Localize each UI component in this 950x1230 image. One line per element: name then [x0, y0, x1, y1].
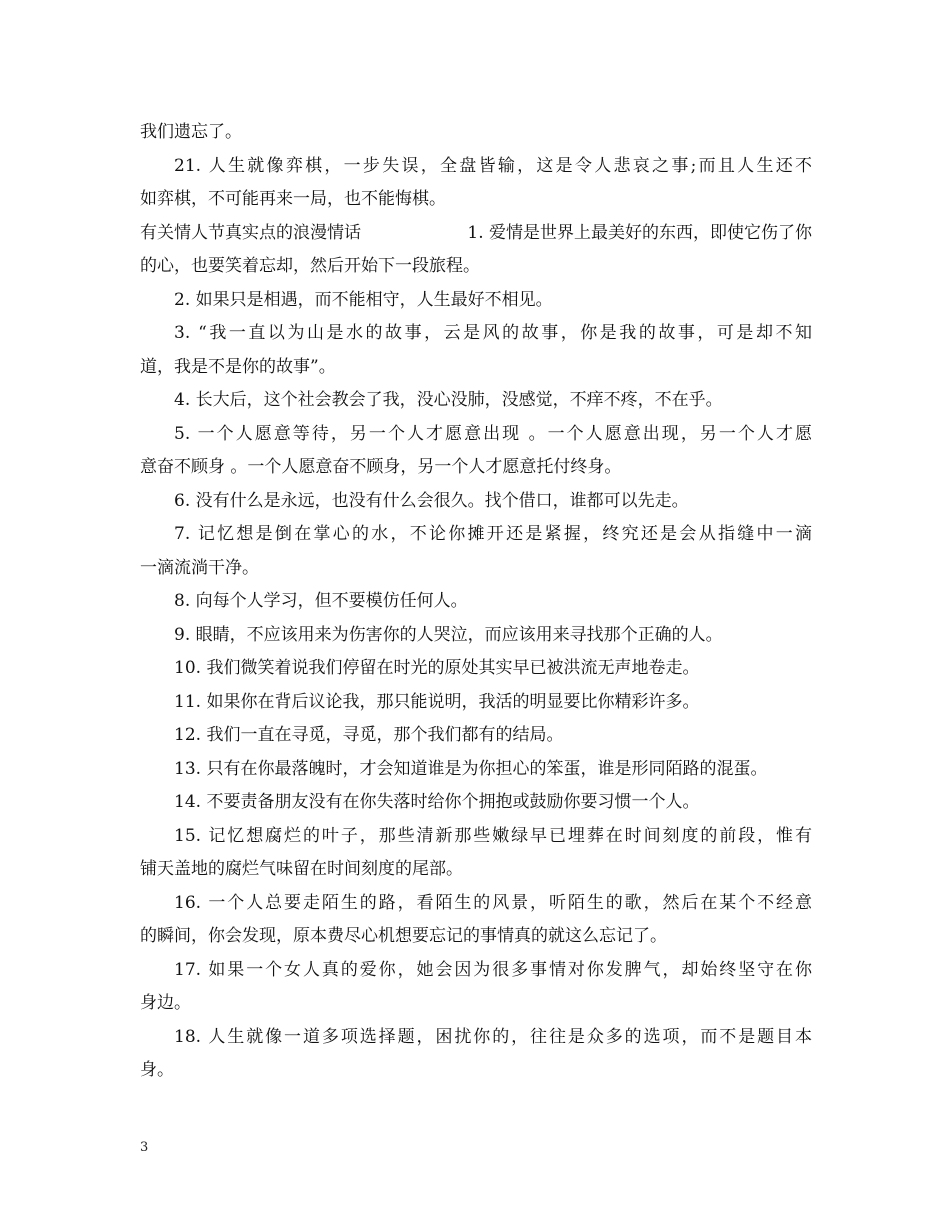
text-line: 9. 眼睛，不应该用来为伤害你的人哭泣，而应该用来寻找那个正确的人。 — [174, 624, 723, 645]
text-line: 10. 我们微笑着说我们停留在时光的原处其实早已被洪流无声地卷走。 — [174, 658, 700, 678]
text-line: 的瞬间，你会发现，原本费尽心机想要忘记的事情真的就这么忘记了。 — [140, 926, 667, 946]
text-line: 道，我是不是你的故事”。 — [140, 356, 336, 377]
text-line: 3. “我一直以为山是水的故事，云是风的故事，你是我的故事，可是却不知 — [174, 323, 812, 343]
text-line: 身。 — [140, 1060, 174, 1080]
text-line: 如弈棋，不可能再来一局，也不能悔棋。 — [140, 189, 446, 209]
text-line: 身边。 — [140, 993, 191, 1013]
text-line: 11. 如果你在背后议论我，那只能说明，我活的明显要比你精彩许多。 — [174, 691, 700, 712]
text-line: 6. 没有什么是永远，也没有什么会很久。找个借口，谁都可以先走。 — [174, 490, 689, 511]
text-line: 铺天盖地的腐烂气味留在时间刻度的尾部。 — [140, 859, 463, 879]
text-line: 15. 记忆想腐烂的叶子，那些清新那些嫩绿早已埋葬在时间刻度的前段，惟有 — [174, 825, 812, 846]
text-line: 14. 不要责备朋友没有在你失落时给你个拥抱或鼓励你要习惯一个人。 — [174, 792, 700, 812]
text-line: 7. 记忆想是倒在掌心的水，不论你摊开还是紧握，终究还是会从指缝中一滴 — [174, 524, 812, 544]
text-line: 的心，也要笑着忘却，然后开始下一段旅程。 — [140, 256, 480, 276]
text-line: 2. 如果只是相遇，而不能相守，人生最好不相见。 — [174, 289, 553, 310]
text-line: 1. 爱情是世界上最美好的东西，即使它伤了你 — [467, 222, 812, 243]
page-number: 3 — [140, 1140, 149, 1155]
text-line: 17. 如果一个女人真的爱你，她会因为很多事情对你发脾气，却始终坚守在你 — [174, 959, 812, 980]
text-line: 21. 人生就像弈棋，一步失误，全盘皆输，这是令人悲哀之事;而且人生还不 — [174, 155, 812, 176]
text-line: 18. 人生就像一道多项选择题，困扰你的，往往是众多的选项，而不是题目本 — [174, 1026, 812, 1047]
text-line: 16. 一个人总要走陌生的路，看陌生的风景，听陌生的歌，然后在某个不经意 — [174, 892, 812, 913]
text-line: 8. 向每个人学习，但不要模仿任何人。 — [174, 591, 468, 611]
text-line: 意奋不顾身 。一个人愿意奋不顾身，另一个人才愿意托付终身。 — [140, 457, 622, 477]
text-line: 我们遗忘了。 — [140, 122, 242, 142]
section-line — [140, 217, 812, 251]
section-heading: 有关情人节真实点的浪漫情话 — [140, 222, 361, 243]
text-line: 4. 长大后，这个社会教会了我，没心没肺，没感觉，不痒不疼，不在乎。 — [174, 390, 723, 410]
text-line: 13. 只有在你最落魄时，才会知道谁是为你担心的笨蛋，谁是形同陌路的混蛋。 — [174, 758, 768, 779]
text-line: 5. 一个人愿意等待，另一个人才愿意出现 。一个人愿意出现，另一个人才愿 — [174, 423, 812, 444]
document-body — [140, 116, 812, 1088]
text-line: 12. 我们一直在寻觅，寻觅，那个我们都有的结局。 — [174, 725, 564, 745]
text-line: 一滴流淌干净。 — [140, 557, 259, 578]
